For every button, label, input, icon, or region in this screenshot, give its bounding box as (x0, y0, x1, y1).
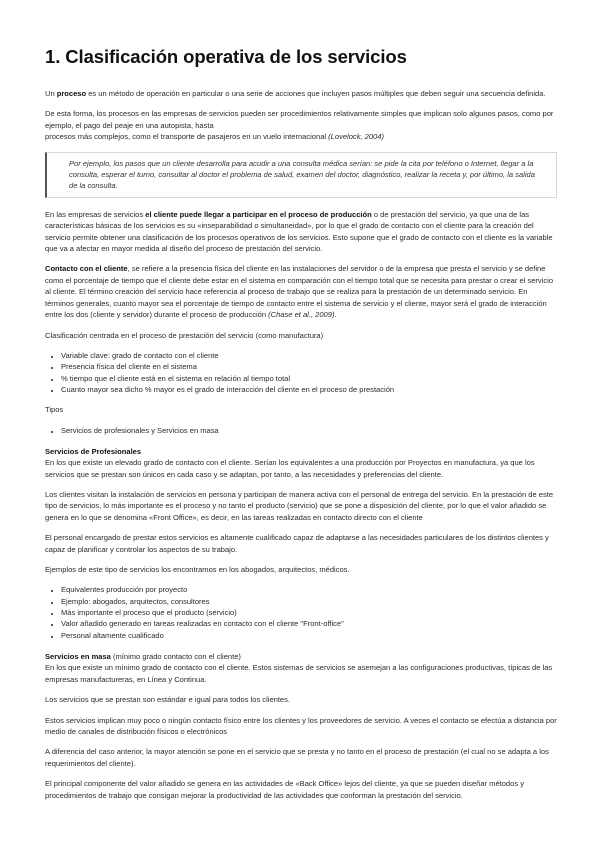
paragraph-diferencia: A diferencia del caso anterior, la mayor atención se pone en el servicio que se presta y no tanto en el proceso de prestación (el cual no se adapta a los requerimientos del cliente). (45, 747, 549, 768)
text: , se refiere a la presencia física del cliente en las instalaciones del servidor o de la empresa que presta el servicio y se define como el porcentaje de tiempo que el cliente debe estar en el sistema en comparación con el tiempo total que se necesita para prestar o crear el servicio al cliente. El término creación del servicio hace referencia al proceso de trabajo que se realiza para la prestación de un determinado servicio. En términos generales, cuanto mayor sea el porcentaje de tiempo de contacto entre el sistema de servicio y el cliente, mayor será el grado de interacción entre los dos (cliente y servidor) durante el proceso de producción (45, 264, 554, 320)
paragraph-estandar: Los servicios que se prestan son estándar e igual para todos los clientes. (45, 695, 290, 705)
text: En los que existe un mínimo grado de contacto con el cliente. Estos sistemas de servicios se asemejan a las configuraciones productivas, típicas de las empresas manufactureras, en Línea y Continua. (45, 663, 553, 684)
text: procesos más complejos, como el transporte de pasajeros en un vuelo internacional (45, 132, 329, 142)
term-contacto: Contacto con el cliente (45, 264, 128, 274)
list-item: • Cuanto mayor sea dicho % mayor es el grado de interacción del cliente en el proceso de prestación (61, 384, 557, 395)
citation: (Lovelock, 2004) (328, 132, 384, 142)
paragraph-proceso (45, 88, 557, 99)
list-item: • Más importante el proceso que el producto (servicio) (61, 607, 557, 618)
term-proceso: proceso (56, 89, 87, 98)
text: En los que existe un elevado grado de contacto con el cliente. Serían los equivalentes a una producción por Proyectos en manufactura, ya que los servicios que se prestan son únicos en cada caso y se adaptan, por tanto, a las necesidades y preferencias del cliente. (45, 458, 535, 479)
list-item: • Variable clave: grado de contacto con el cliente (61, 350, 557, 361)
text: o de prestación del servicio, ya que una de las características básicas de los servicios es su «inseparabilidad o simultaneidad», por lo que el grado de contacto con el cliente para la creación del servicio permite obtener una clasificación de los procesos operativos de los servicios. Esto supone que el grado de contacto con el cliente es la variable que va a afectar en mayor medida al diseño del proceso de prestación del servicio. (45, 209, 553, 254)
example-quote: Por ejemplo, los pasos que un cliente desarrolla para acudir a una consulta médica serían: se pide la cita por teléfono o Internet, llegar a la consulta, esperar el turno, consultar al doctor el problema de salud, examen del doctor, diagnóstico, realizar la receta y, por último, la salida de la consulta. (45, 152, 557, 198)
list-clasificacion (45, 350, 557, 395)
highlight: el cliente puede llegar a participar en el proceso de producción (145, 209, 372, 219)
text: . (334, 310, 337, 320)
citation: (Chase et al., 2009) (268, 310, 335, 320)
paragraph-back-office: El principal componente del valor añadido se genera en las actividades de «Back Office» lejos del cliente, ya que se pueden diseñar métodos y procedimientos de trabajo que consigan mejorar la productividad de las actividades que conforman la prestación del servicio. (45, 779, 524, 800)
paragraph-ejemplos: Ejemplos de este tipo de servicios los encontramos en los abogados, arquitectos, médicos. (45, 565, 350, 575)
text: (mínimo grado contacto con el cliente) (110, 651, 241, 661)
list-item: • % tiempo que el cliente está en el sistema en relación al tiempo total (61, 373, 557, 384)
text: es un método de operación en particular o una serie de acciones que incluyen pasos múltiples que deben seguir una secuencia definida. (86, 89, 546, 98)
page-title: 1. Clasificación operativa de los servicios (45, 46, 407, 67)
paragraph-clientes-visitan: Los clientes visitan la instalación de servicios en persona y participan de manera activa con el personal de entrega del servicio. En la prestación de este tipo de servicios, lo más importante es el proceso y no tanto el producto (servicio) que se pone a disposición del cliente, por lo que el valor añadido se genera en lo que se denomina «Front Office», es decir, en las tareas realizadas en contacto directo con el cliente (45, 490, 554, 522)
text: De esta forma, los procesos en las empresas de servicios pueden ser procedimientos relativamente simples que implican solo algunos pasos, como por ejemplo, el pago del peaje en una autopista, hasta (45, 109, 554, 130)
list-item: • Equivalentes producción por proyecto (61, 584, 557, 595)
paragraph-participacion-cliente (45, 209, 557, 255)
text: Un (45, 89, 57, 98)
list-tipos (45, 425, 557, 436)
paragraph-poco-contacto: Estos servicios implican muy poco o ningún contacto físico entre los clientes y los proveedores de servicio. A veces el contacto se efectúa a distancia por medio de canales de distribución físicos o electrónicos (45, 715, 557, 736)
list-item: • Valor añadido generado en tareas realizadas en contacto con el cliente "Front-office" (61, 618, 557, 629)
paragraph-personal: El personal encargado de prestar estos servicios es altamente cualificado capaz de adaptarse a las necesidades particulares de los distintos clientes y capaz de planificar y controlar los aspectos de su trabajo. (45, 533, 549, 554)
list-item: • Personal altamente cualificado (61, 630, 557, 641)
list-item: • Ejemplo: abogados, arquitectos, consultores (61, 596, 557, 607)
paragraph-clasificacion: Clasificación centrada en el proceso de prestación del servicio (como manufactura) (45, 330, 324, 340)
section-heading: Servicios de Profesionales (45, 446, 142, 456)
list-profesionales (45, 584, 557, 640)
section-heading: Servicios en masa (45, 651, 111, 661)
paragraph-procesos-empresas (45, 108, 557, 142)
text: En las empresas de servicios (45, 209, 146, 219)
section-masa (45, 651, 557, 685)
list-item: • Servicios de profesionales y Servicios en masa (61, 425, 557, 436)
tipos-label: Tipos (45, 405, 64, 415)
section-profesionales (45, 446, 557, 480)
paragraph-contacto-cliente (45, 263, 557, 320)
list-item: • Presencia física del cliente en el sistema (61, 361, 557, 372)
